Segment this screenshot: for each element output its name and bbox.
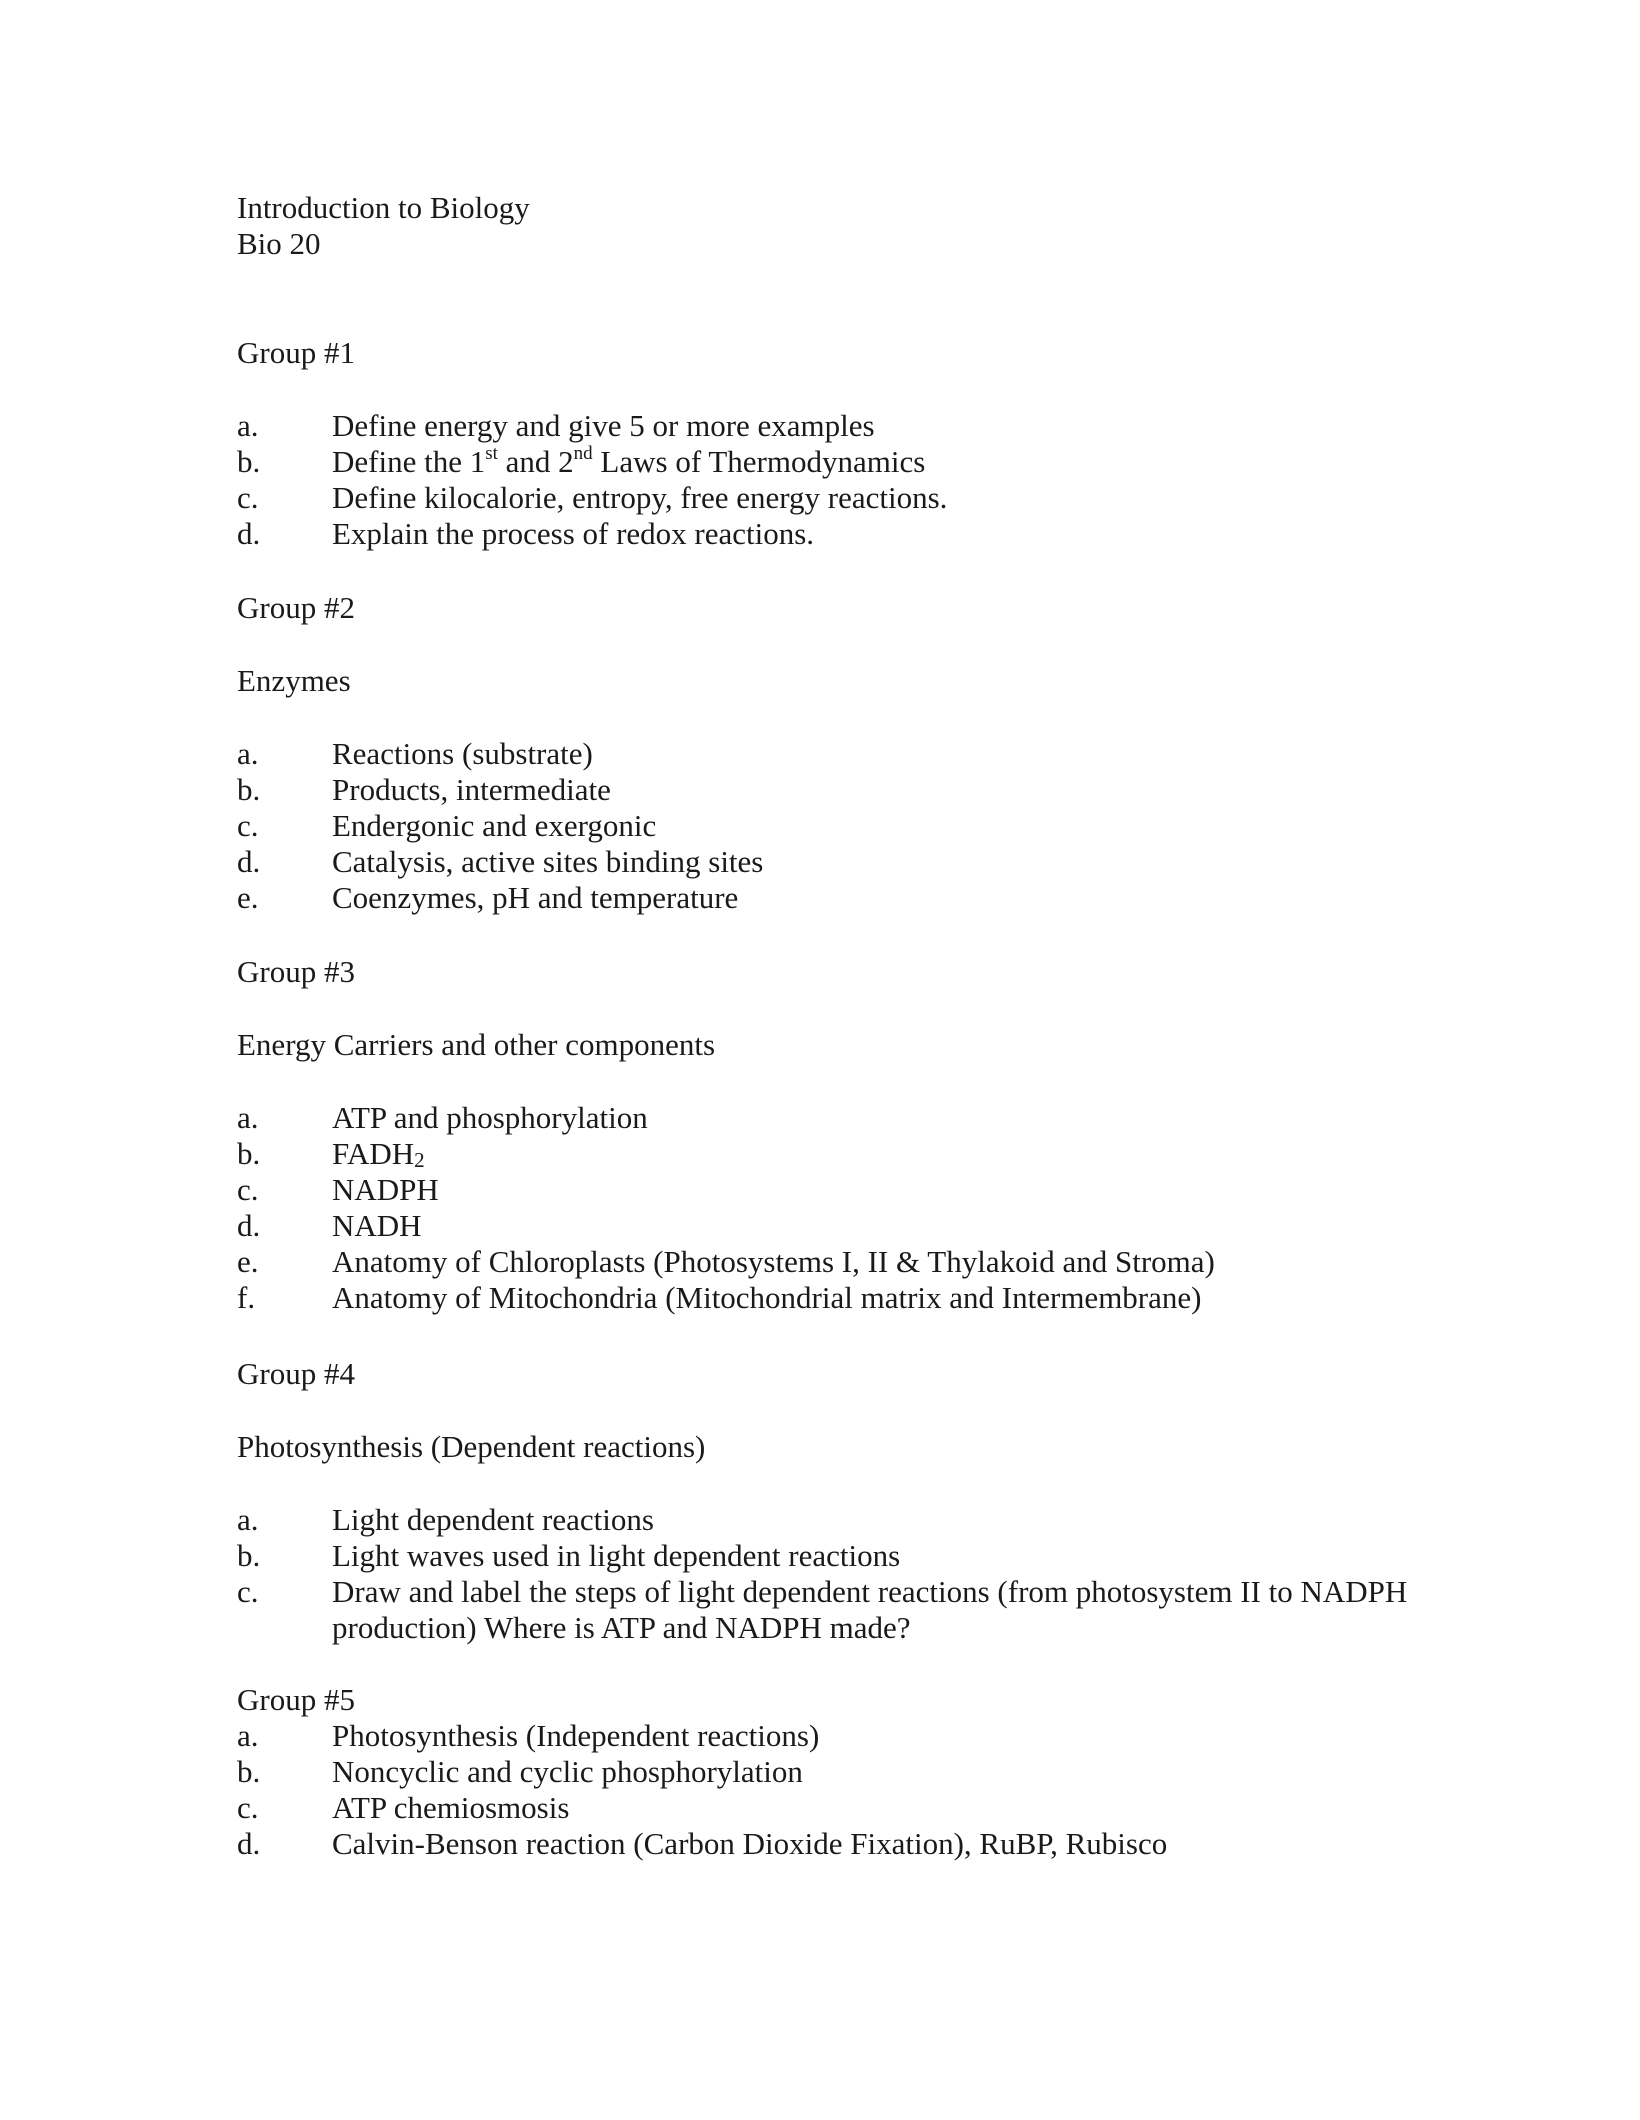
subscript-2: 2 bbox=[414, 1148, 425, 1172]
list-item bbox=[237, 1136, 1215, 1172]
group-topic: Energy Carriers and other components bbox=[237, 1027, 716, 1062]
item-text: ATP and phosphorylation bbox=[332, 1100, 648, 1135]
list-item bbox=[237, 808, 763, 844]
item-text: Calvin-Benson reaction (Carbon Dioxide Fixation), RuBP, Rubisco bbox=[332, 1826, 1168, 1861]
item-letter: f. bbox=[237, 1280, 256, 1315]
list-item bbox=[237, 1280, 1215, 1316]
item-text: Anatomy of Chloroplasts (Photosystems I, II & Thylakoid and Stroma) bbox=[332, 1244, 1215, 1279]
item-text-part: FADH bbox=[332, 1136, 415, 1171]
item-letter: d. bbox=[237, 1208, 261, 1243]
list-item bbox=[237, 516, 947, 552]
group-topic: Photosynthesis (Dependent reactions) bbox=[237, 1429, 706, 1464]
item-text-part: and 2 bbox=[497, 444, 574, 479]
list-item bbox=[237, 1502, 1417, 1538]
item-text: Draw and label the steps of light dependent reactions (from photosystem II to NADPH production) Where is ATP and NADPH made? bbox=[332, 1574, 1408, 1645]
group-5-list bbox=[237, 1718, 1167, 1862]
list-item bbox=[237, 1754, 1167, 1790]
item-letter: a. bbox=[237, 1100, 259, 1135]
item-text-part: Laws of Thermodynamics bbox=[592, 444, 926, 479]
course-code: Bio 20 bbox=[237, 226, 321, 261]
item-text: Define kilocalorie, entropy, free energy reactions. bbox=[332, 480, 948, 515]
item-text: Explain the process of redox reactions. bbox=[332, 516, 815, 551]
course-title: Introduction to Biology bbox=[237, 190, 530, 225]
list-item bbox=[237, 1172, 1215, 1208]
item-letter: e. bbox=[237, 1244, 259, 1279]
item-letter: c. bbox=[237, 1790, 259, 1825]
item-text: Coenzymes, pH and temperature bbox=[332, 880, 739, 915]
item-text: NADH bbox=[332, 1208, 422, 1243]
item-text bbox=[332, 444, 925, 479]
item-text: Reactions (substrate) bbox=[332, 736, 593, 771]
list-item bbox=[237, 480, 947, 516]
list-item bbox=[237, 736, 763, 772]
group-4-list bbox=[237, 1502, 1417, 1646]
list-item bbox=[237, 1718, 1167, 1754]
item-letter: d. bbox=[237, 1826, 261, 1861]
list-item bbox=[237, 880, 763, 916]
list-item bbox=[237, 772, 763, 808]
item-letter: e. bbox=[237, 880, 259, 915]
group-1-section bbox=[237, 335, 947, 552]
list-item bbox=[237, 444, 947, 480]
item-letter: d. bbox=[237, 516, 261, 551]
document-header bbox=[237, 190, 530, 262]
item-letter: a. bbox=[237, 408, 259, 443]
item-letter: c. bbox=[237, 1574, 259, 1609]
item-text: Endergonic and exergonic bbox=[332, 808, 657, 843]
item-text: Light dependent reactions bbox=[332, 1502, 654, 1537]
list-item bbox=[237, 1100, 1215, 1136]
item-letter: a. bbox=[237, 736, 259, 771]
group-3-list bbox=[237, 1100, 1215, 1316]
item-letter: c. bbox=[237, 808, 259, 843]
group-title: Group #3 bbox=[237, 954, 355, 989]
group-title: Group #1 bbox=[237, 335, 355, 370]
item-letter: b. bbox=[237, 1538, 261, 1573]
superscript-st: st bbox=[485, 442, 498, 464]
list-item bbox=[237, 1790, 1167, 1826]
item-letter: c. bbox=[237, 480, 259, 515]
list-item bbox=[237, 844, 763, 880]
group-title: Group #2 bbox=[237, 590, 355, 625]
item-text: Noncyclic and cyclic phosphorylation bbox=[332, 1754, 803, 1789]
group-4-section bbox=[237, 1356, 1417, 1646]
list-item bbox=[237, 1574, 1417, 1646]
group-2-list bbox=[237, 736, 763, 916]
item-text: Photosynthesis (Independent reactions) bbox=[332, 1718, 820, 1753]
item-letter: a. bbox=[237, 1502, 259, 1537]
item-text: Define energy and give 5 or more examples bbox=[332, 408, 875, 443]
item-letter: b. bbox=[237, 1136, 261, 1171]
item-text-part: Define the 1 bbox=[332, 444, 486, 479]
item-letter: a. bbox=[237, 1718, 259, 1753]
item-text: NADPH bbox=[332, 1172, 439, 1207]
item-letter: b. bbox=[237, 444, 261, 479]
item-text: Light waves used in light dependent reactions bbox=[332, 1538, 901, 1573]
group-3-section bbox=[237, 954, 1215, 1316]
group-title: Group #4 bbox=[237, 1356, 355, 1391]
item-text: Products, intermediate bbox=[332, 772, 611, 807]
item-text: ATP chemiosmosis bbox=[332, 1790, 570, 1825]
group-5-section bbox=[237, 1682, 1167, 1862]
item-letter: b. bbox=[237, 772, 261, 807]
list-item bbox=[237, 408, 947, 444]
item-letter: b. bbox=[237, 1754, 261, 1789]
list-item bbox=[237, 1538, 1417, 1574]
item-letter: c. bbox=[237, 1172, 259, 1207]
item-text bbox=[332, 1136, 425, 1171]
item-text: Catalysis, active sites binding sites bbox=[332, 844, 764, 879]
group-2-section bbox=[237, 590, 763, 916]
group-1-list bbox=[237, 408, 947, 552]
list-item bbox=[237, 1244, 1215, 1280]
group-title: Group #5 bbox=[237, 1682, 355, 1717]
group-topic: Enzymes bbox=[237, 663, 351, 698]
item-letter: d. bbox=[237, 844, 261, 879]
superscript-nd: nd bbox=[573, 442, 593, 464]
item-text: Anatomy of Mitochondria (Mitochondrial matrix and Intermembrane) bbox=[332, 1280, 1202, 1315]
list-item bbox=[237, 1826, 1167, 1862]
list-item bbox=[237, 1208, 1215, 1244]
